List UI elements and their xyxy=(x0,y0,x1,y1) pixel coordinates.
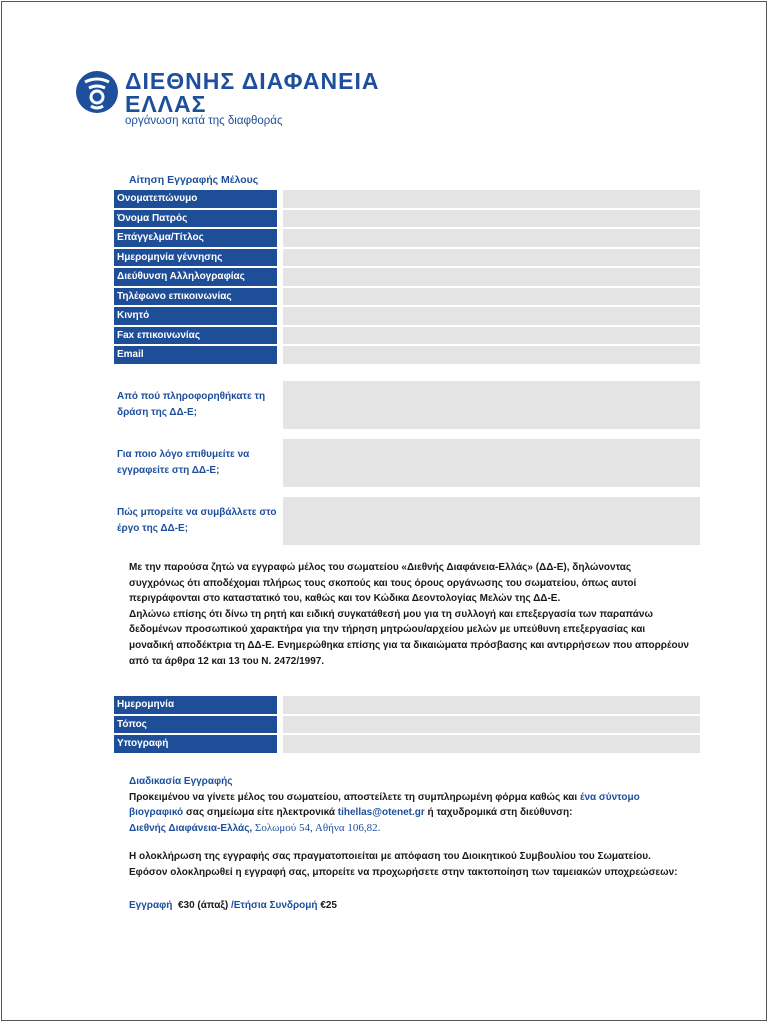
field-row-name xyxy=(114,190,700,208)
field-row-date xyxy=(114,696,700,714)
field-label: Κινητό xyxy=(114,307,277,325)
field-label: Ημερομηνία xyxy=(114,696,277,714)
field-label: Επάγγελμα/Τίτλος xyxy=(114,229,277,247)
question-label: Πώς μπορείτε να συμβάλλετε στο έργο της ΔΔ-Ε; xyxy=(117,507,277,534)
question-block-source xyxy=(114,381,700,429)
fee-value: €30 (άπαξ) xyxy=(177,900,229,911)
field-row-signature xyxy=(114,735,700,753)
fax-field[interactable] xyxy=(283,327,700,345)
field-label: Υπογραφή xyxy=(114,735,277,753)
question-label: Από πού πληροφορηθήκατε τη δράση της ΔΔ-Ε; xyxy=(117,391,266,418)
field-label: Τόπος xyxy=(114,716,277,734)
field-label: Τηλέφωνο επικοινωνίας xyxy=(114,288,277,306)
procedure-section xyxy=(129,774,689,836)
field-row-fax xyxy=(114,327,700,345)
declaration-paragraph: Με την παρούσα ζητώ να εγγραφώ μέλος του σωματείου «Διεθνής Διαφάνεια-Ελλάς» (ΔΔ-Ε), δηλώνοντας συγχρόνως ότι αποδέχομαι πλήρως τους σκοπούς και τους όρους οργάνωσης του σωματείου, όπως αυτοί περιγράφονται στο καταστατικό του, καθώς και τον Κώδικα Δεοντολογίας Μελών της ΔΔ-Ε. xyxy=(129,562,637,605)
date-field[interactable] xyxy=(283,696,700,714)
field-row-email xyxy=(114,346,700,364)
transparency-logo-icon xyxy=(75,70,119,114)
question-contribution-field[interactable] xyxy=(283,497,700,545)
signature-fields xyxy=(114,696,700,755)
field-row-profession xyxy=(114,229,700,247)
field-row-place xyxy=(114,716,700,734)
signature-field[interactable] xyxy=(283,735,700,753)
question-label: Για ποιο λόγο επιθυμείτε να εγγραφείτε στη ΔΔ-Ε; xyxy=(117,449,250,476)
birthdate-field[interactable] xyxy=(283,249,700,267)
field-label: Όνομα Πατρός xyxy=(114,210,277,228)
declaration-paragraph: Δηλώνω επίσης ότι δίνω τη ρητή και ειδική συγκατάθεσή μου για τη συλλογή και επεξεργασία των παραπάνω δεδομένων προσωπικού χαρακτήρα για την τήρηση μητρώου/αρχείου μελών με υπεύθυνη επεξεργασίας και μοναδική αποδέκτρια τη ΔΔ-Ε. Ενημερώθηκα επίσης για τα δικαιώματα πρόσβασης και αντιρρήσεων που απορρέουν από τα άρθρα 12 και 13 του Ν. 2472/1997. xyxy=(129,608,689,667)
field-label: Ονοματεπώνυμο xyxy=(114,190,277,208)
field-label: Διεύθυνση Αλληλογραφίας xyxy=(114,268,277,286)
org-name: ΔΙΕΘΝΗΣ ΔΙΑΦΑΝΕΙΑ ΕΛΛΑΣ xyxy=(125,68,380,117)
field-row-address xyxy=(114,268,700,286)
field-label: Fax επικοινωνίας xyxy=(114,327,277,345)
subscription-label: /Ετήσια Συνδρομή xyxy=(230,900,318,911)
place-field[interactable] xyxy=(283,716,700,734)
form-title: Αίτηση Εγγραφής Μέλους xyxy=(129,174,259,186)
father-name-field[interactable] xyxy=(283,210,700,228)
completion-text: Η ολοκλήρωση της εγγραφής σας πραγματοποιείται με απόφαση του Διοικητικού Συμβουλίου του Σωματείου. Εφόσον ολοκληρωθεί η εγγραφή σας, μπορείτε να προχωρήσετε στην τακτοποίηση των ταμειακών υποχρεώσεων: xyxy=(129,851,678,878)
question-reason-field[interactable] xyxy=(283,439,700,487)
procedure-title: Διαδικασία Εγγραφής xyxy=(129,776,233,787)
procedure-text: Προκειμένου να γίνετε μέλος του σωματείου, αποστείλετε τη συμπληρωμένη φόρμα καθώς και ένα σύντομο βιογραφικό σας σημείωμα είτε ηλεκτρονικά tihellas@otenet.gr ή ταχυδρομικά στη διεύθυνση: xyxy=(129,791,640,819)
question-block-reason xyxy=(114,439,700,487)
field-row-birthdate xyxy=(114,249,700,267)
phone-field[interactable] xyxy=(283,288,700,306)
field-row-phone xyxy=(114,288,700,306)
subscription-value: €25 xyxy=(320,900,337,911)
field-label: Email xyxy=(114,346,277,364)
email-link[interactable]: tihellas@otenet.gr xyxy=(337,807,425,819)
org-tagline: οργάνωση κατά της διαφθοράς xyxy=(125,115,283,127)
mobile-field[interactable] xyxy=(283,307,700,325)
email-field[interactable] xyxy=(283,346,700,364)
question-block-contribution xyxy=(114,497,700,545)
full-name-field[interactable] xyxy=(283,190,700,208)
document-page xyxy=(1,1,767,1021)
address-field[interactable] xyxy=(283,268,700,286)
field-label: Ημερομηνία γέννησης xyxy=(114,249,277,267)
question-source-field[interactable] xyxy=(283,381,700,429)
completion-section xyxy=(129,849,689,880)
field-row-father xyxy=(114,210,700,228)
declaration-text xyxy=(129,560,689,669)
fee-label: Εγγραφή xyxy=(129,900,173,911)
fees-line xyxy=(129,898,689,914)
personal-fields xyxy=(114,190,700,366)
profession-field[interactable] xyxy=(283,229,700,247)
cv-link[interactable]: ένα σύντομο βιογραφικό xyxy=(129,791,640,819)
postal-address: Διεθνής Διαφάνεια-Ελλάς, Σολωμού 54, Αθήνα 106,82. xyxy=(129,821,381,834)
field-row-mobile xyxy=(114,307,700,325)
